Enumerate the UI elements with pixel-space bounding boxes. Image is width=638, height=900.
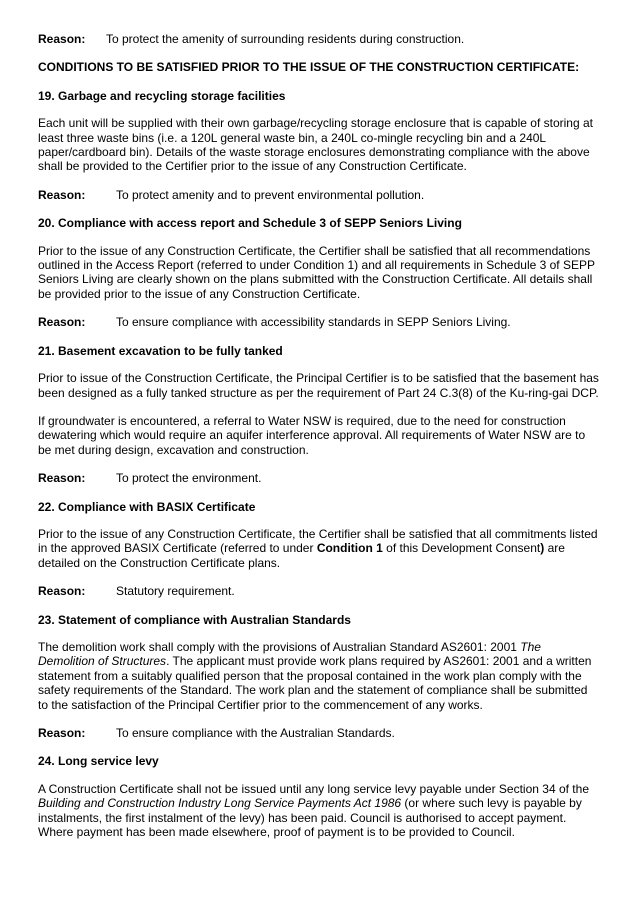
reason-text: To ensure compliance with accessibility standards in SEPP Seniors Living. [116,315,511,330]
reason-row [38,726,600,740]
condition-paragraph: If groundwater is encountered, a referral to Water NSW is required, due to the need for construction dewatering which would require an aquifer interference approval. All requirements of Water NSW are to be met during design, excavation and construction. [38,413,586,457]
condition-paragraph: Prior to the issue of any Construction Certificate, the Certifier shall be satisfied that all recommendations outlined in the Access Report (referred to under Condition 1) and all requirements in Schedule 3 of SEPP Seniors Living are clearly shown on the plans submitted with the Construction Certificate. All details shall be provided prior to the issue of any Construction Certificate. [38,243,595,301]
section-heading: CONDITIONS TO BE SATISFIED PRIOR TO THE ISSUE OF THE CONSTRUCTION CERTIFICATE: [38,60,580,75]
paragraph-text: The demolition work shall comply with the provisions of Australian Standard AS2601: 2001 [38,639,521,654]
reason-text: Statutory requirement. [116,584,235,599]
condition-paragraph [38,782,600,840]
reason-label: Reason: [38,315,86,330]
reason-text: To protect the amenity of surrounding residents during construction. [106,32,465,46]
reason-row [38,188,600,202]
reason-label: Reason: [38,32,86,46]
reason-text: To protect the environment. [116,471,262,486]
reason-row [38,584,600,598]
reason-label: Reason: [38,726,86,740]
condition-reference: Condition 1 [316,541,383,556]
paragraph-text: A Construction Certificate shall not be issued until any long service levy payable under Section 34 of the [38,781,589,796]
paragraph-text: . The applicant must provide work plans required by AS2601: 2001 and a written statement from a suitably qualified person that the proposal contained in the work plan comply with the safety requirements of the Standard. The work plan and the statement of compliance shall be submitted to the satisfaction of the Principal Certifier prior to the commencement of any works. [38,654,592,712]
paragraph-text: of this Development Consent [382,541,541,556]
reason-label: Reason: [38,471,86,486]
condition-title: 22. Compliance with BASIX Certificate [38,499,256,514]
condition-title: 19. Garbage and recycling storage facilities [38,88,286,103]
condition-title: 20. Compliance with access report and Schedule 3 of SEPP Seniors Living [38,216,462,231]
document-page [38,32,600,853]
condition-title: 24. Long service levy [38,754,159,769]
reason-row [38,315,600,329]
standard-title: The Demolition of Structures [38,639,541,669]
reason-row [38,471,600,485]
paragraph-text: ) [540,541,545,556]
condition-paragraph [38,527,600,570]
act-title: Building and Construction Industry Long Service Payments Act 1986 [38,796,402,811]
condition-paragraph: Prior to issue of the Construction Certificate, the Principal Certifier is to be satisfied that the basement has been designed as a fully tanked structure as per the requirement of Part 24 C.3(8) of the Ku-ring-gai DCP. [38,371,599,400]
reason-text: To ensure compliance with the Australian Standards. [116,726,395,740]
reason-row [38,32,600,46]
reason-text: To protect amenity and to prevent environmental pollution. [116,187,425,202]
condition-title: 23. Statement of compliance with Australian Standards [38,612,351,627]
condition-paragraph: Each unit will be supplied with their own garbage/recycling storage enclosure that is capable of storing at least three waste bins (i.e. a 120L general waste bin, a 240L co-mingle recycling bin and a 240L paper/cardboard bin). Details of the waste storage enclosures demonstrating compliance with the above shall be provided to the Certifier prior to the issue of any Construction Certificate. [38,116,593,174]
paragraph-text: are detailed on the Construction Certificate plans. [38,541,565,570]
paragraph-text: (or where such levy is payable by instalments, the first instalment of the levy) has been paid. Council is authorised to accept payment. Where payment has been made elsewhere, proof of payment is to be provided to Council. [38,796,582,840]
condition-title: 21. Basement excavation to be fully tanked [38,343,283,358]
condition-paragraph [38,640,600,712]
reason-label: Reason: [38,187,86,202]
paragraph-text: Prior to the issue of any Construction Certificate, the Certifier shall be satisfied that all commitments listed in the approved BASIX Certificate (referred to under [38,526,598,556]
reason-label: Reason: [38,584,86,599]
